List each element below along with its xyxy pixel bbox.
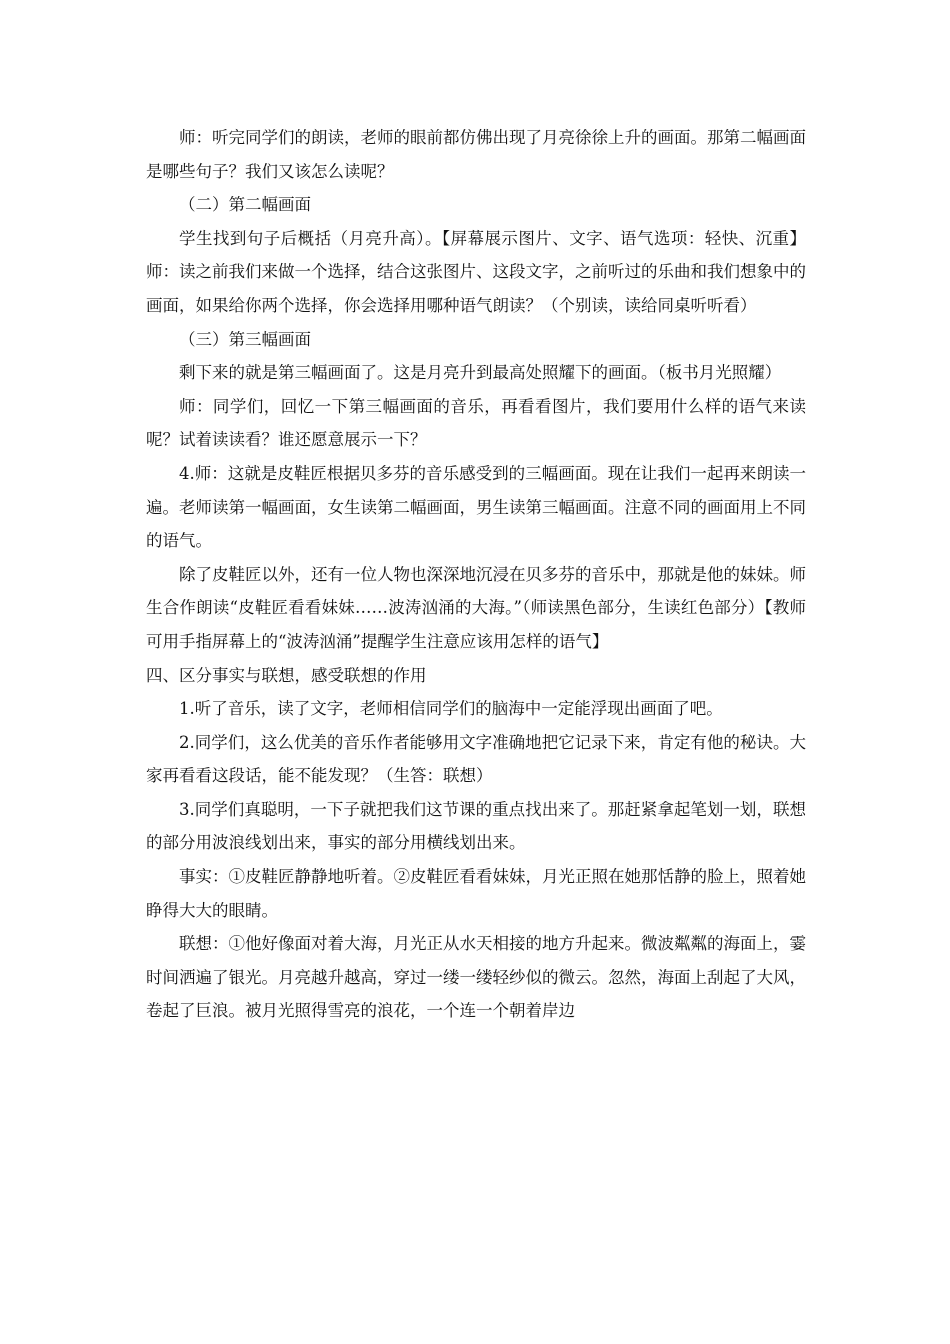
paragraph: 除了皮鞋匠以外，还有一位人物也深深地沉浸在贝多芬的音乐中，那就是他的妹妹。师生合作朗读“皮鞋匠看看妹妹……波涛汹涌的大海。”（师读黑色部分，生读红色部分）【教师可用手指屏幕上的“波涛汹涌”提醒学生注意应该用怎样的语气】 — [146, 564, 806, 651]
section-heading: （二）第二幅画面 — [179, 195, 311, 215]
paragraph: 1.听了音乐，读了文字，老师相信同学们的脑海中一定能浮现出画面了吧。 — [179, 699, 723, 719]
paragraph: 事实：①皮鞋匠静静地听着。②皮鞋匠看看妹妹，月光正照在她那恬静的脸上，照着她睁得大大的眼睛。 — [146, 867, 806, 920]
paragraph: 2.同学们，这么优美的音乐作者能够用文字准确地把它记录下来，肯定有他的秘诀。大家再看看这段话，能不能发现？（生答：联想） — [146, 732, 806, 786]
section-heading: 四、区分事实与联想，感受联想的作用 — [146, 665, 427, 685]
paragraph: 联想：①他好像面对着大海，月光正从水天相接的地方升起来。微波粼粼的海面上，霎时间洒遍了银光。月亮越升越高，穿过一缕一缕轻纱似的微云。忽然，海面上刮起了大风，卷起了巨浪。被月光照得雪亮的浪花，一个连一个朝着岸边 — [146, 934, 806, 1021]
document-body — [146, 121, 806, 1028]
paragraph: 学生找到句子后概括（月亮升高）。【屏幕展示图片、文字、语气选项：轻快、沉重】师：读之前我们来做一个选择，结合这张图片、这段文字，之前听过的乐曲和我们想象中的画面，如果给你两个选择，你会选择用哪种语气朗读？（个别读，读给同桌听听看） — [146, 228, 806, 315]
paragraph: 3.同学们真聪明，一下子就把我们这节课的重点找出来了。那赶紧拿起笔划一划，联想的部分用波浪线划出来，事实的部分用横线划出来。 — [146, 799, 806, 853]
paragraph: 4.师：这就是皮鞋匠根据贝多芬的音乐感受到的三幅画面。现在让我们一起再来朗读一遍。老师读第一幅画面，女生读第二幅画面，男生读第三幅画面。注意不同的画面用上不同的语气。 — [146, 463, 806, 551]
paragraph: 师：听完同学们的朗读，老师的眼前都仿佛出现了月亮徐徐上升的画面。那第二幅画面是哪些句子？我们又该怎么读呢？ — [146, 128, 806, 181]
paragraph: 剩下来的就是第三幅画面了。这是月亮升到最高处照耀下的画面。（板书月光照耀） — [179, 363, 782, 383]
section-heading: （三）第三幅画面 — [179, 329, 311, 349]
paragraph: 师：同学们，回忆一下第三幅画面的音乐，再看看图片，我们要用什么样的语气来读呢？试着读读看？谁还愿意展示一下？ — [146, 396, 806, 450]
